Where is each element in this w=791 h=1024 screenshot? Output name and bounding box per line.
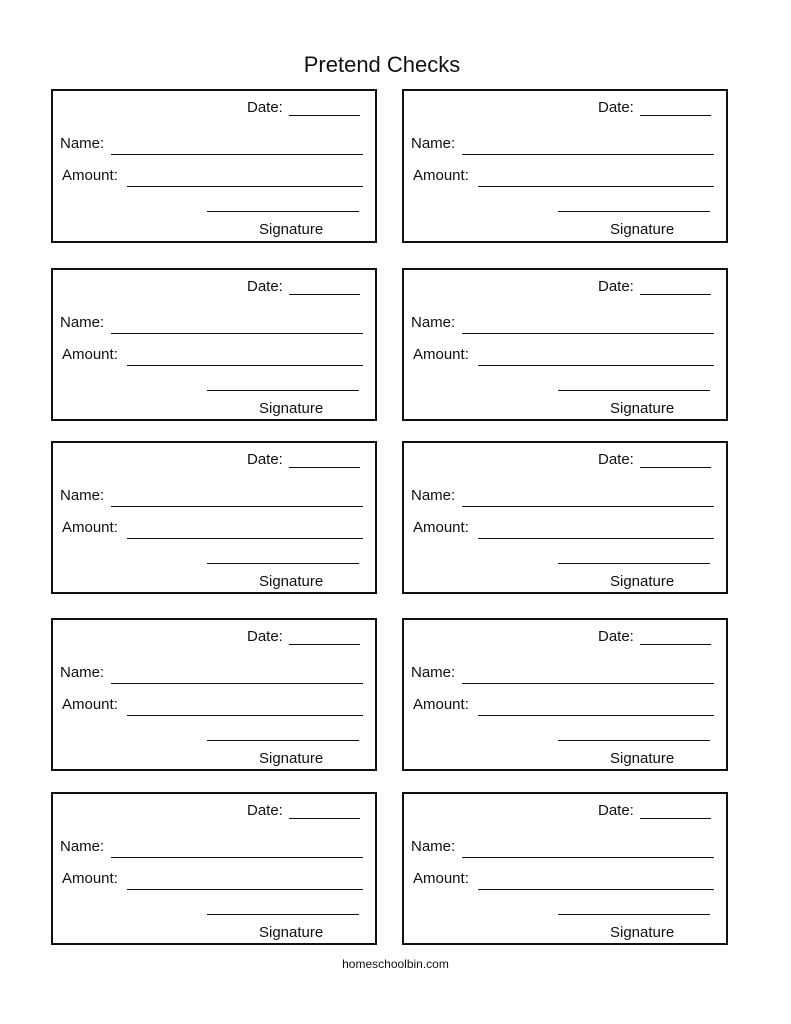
signature-label: Signature [259, 750, 324, 767]
check-card [51, 792, 377, 945]
name-line[interactable] [111, 333, 363, 334]
signature-line[interactable] [558, 211, 710, 212]
name-label: Name: [60, 838, 105, 855]
signature-line[interactable] [207, 914, 359, 915]
amount-line[interactable] [478, 538, 714, 539]
amount-line[interactable] [127, 889, 363, 890]
name-label: Name: [60, 487, 105, 504]
amount-label: Amount: [413, 696, 469, 713]
amount-label: Amount: [62, 519, 118, 536]
signature-line[interactable] [207, 390, 359, 391]
date-line[interactable] [289, 294, 360, 295]
signature-label: Signature [259, 573, 324, 590]
signature-label: Signature [259, 924, 324, 941]
signature-label: Signature [610, 924, 675, 941]
name-label: Name: [411, 838, 456, 855]
name-label: Name: [411, 135, 456, 152]
name-label: Name: [411, 314, 456, 331]
date-line[interactable] [640, 644, 711, 645]
signature-line[interactable] [558, 914, 710, 915]
name-line[interactable] [111, 857, 363, 858]
date-label: Date: [247, 99, 283, 116]
signature-label: Signature [610, 400, 675, 417]
date-line[interactable] [289, 115, 360, 116]
name-line[interactable] [462, 154, 714, 155]
name-line[interactable] [462, 857, 714, 858]
amount-label: Amount: [62, 346, 118, 363]
date-label: Date: [598, 802, 634, 819]
amount-line[interactable] [478, 715, 714, 716]
amount-label: Amount: [62, 167, 118, 184]
check-card [402, 792, 728, 945]
name-label: Name: [60, 135, 105, 152]
amount-line[interactable] [478, 889, 714, 890]
signature-line[interactable] [207, 563, 359, 564]
signature-label: Signature [610, 750, 675, 767]
date-line[interactable] [640, 115, 711, 116]
signature-label: Signature [610, 573, 675, 590]
amount-line[interactable] [478, 186, 714, 187]
amount-label: Amount: [413, 870, 469, 887]
date-line[interactable] [640, 467, 711, 468]
page-title: Pretend Checks [303, 52, 461, 77]
date-label: Date: [247, 451, 283, 468]
date-label: Date: [598, 451, 634, 468]
date-line[interactable] [289, 644, 360, 645]
signature-line[interactable] [558, 563, 710, 564]
name-label: Name: [411, 664, 456, 681]
check-card [51, 89, 377, 243]
date-label: Date: [247, 278, 283, 295]
name-line[interactable] [111, 154, 363, 155]
date-line[interactable] [640, 294, 711, 295]
name-line[interactable] [462, 506, 714, 507]
date-label: Date: [247, 802, 283, 819]
signature-label: Signature [259, 400, 324, 417]
signature-line[interactable] [207, 740, 359, 741]
signature-line[interactable] [558, 740, 710, 741]
amount-line[interactable] [127, 186, 363, 187]
date-label: Date: [598, 99, 634, 116]
date-line[interactable] [289, 818, 360, 819]
name-label: Name: [60, 664, 105, 681]
check-card [402, 268, 728, 421]
check-card [51, 268, 377, 421]
signature-label: Signature [259, 221, 324, 238]
signature-label: Signature [610, 221, 675, 238]
name-label: Name: [60, 314, 105, 331]
check-card [402, 89, 728, 243]
date-label: Date: [247, 628, 283, 645]
name-line[interactable] [111, 683, 363, 684]
amount-label: Amount: [62, 696, 118, 713]
name-label: Name: [411, 487, 456, 504]
check-card [51, 441, 377, 594]
date-label: Date: [598, 628, 634, 645]
amount-line[interactable] [127, 538, 363, 539]
check-card [51, 618, 377, 771]
signature-line[interactable] [207, 211, 359, 212]
amount-label: Amount: [413, 346, 469, 363]
name-line[interactable] [462, 333, 714, 334]
amount-label: Amount: [413, 167, 469, 184]
name-line[interactable] [111, 506, 363, 507]
amount-label: Amount: [62, 870, 118, 887]
check-card [402, 618, 728, 771]
date-label: Date: [598, 278, 634, 295]
footer-source: homeschoolbin.com [342, 957, 449, 971]
name-line[interactable] [462, 683, 714, 684]
check-card [402, 441, 728, 594]
date-line[interactable] [640, 818, 711, 819]
amount-line[interactable] [478, 365, 714, 366]
date-line[interactable] [289, 467, 360, 468]
amount-line[interactable] [127, 715, 363, 716]
amount-line[interactable] [127, 365, 363, 366]
signature-line[interactable] [558, 390, 710, 391]
amount-label: Amount: [413, 519, 469, 536]
